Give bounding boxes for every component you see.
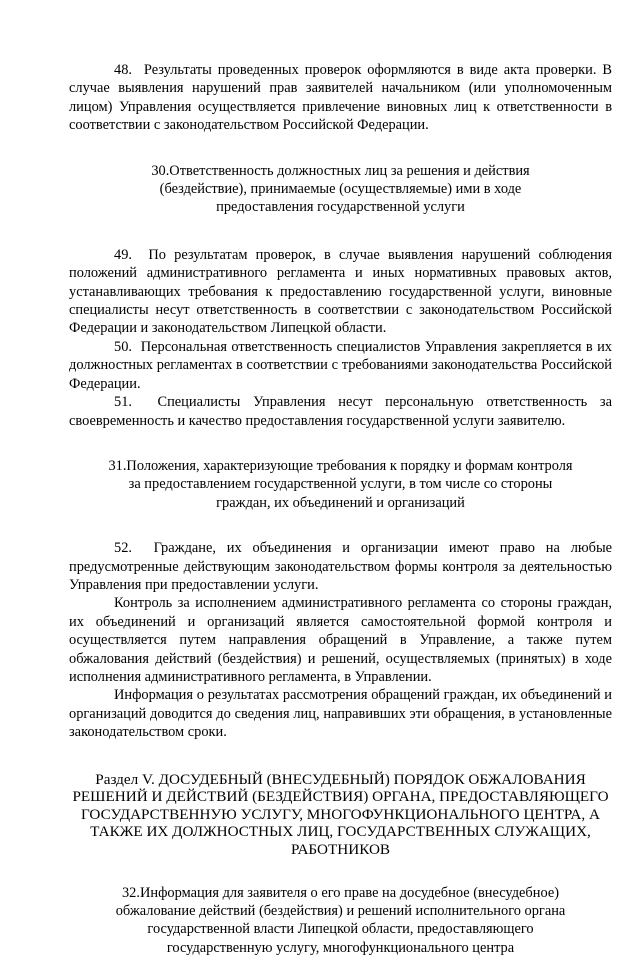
paragraph-citizen-control: Контроль за исполнением административного регламента со стороны граждан, их объединений и организаций является самостоятельной формой контроля и осуществляется путем направления обращений в Управление, а также путем обжалования действий (бездействия) и решений, осуществляемых (принятых) в ходе исполнения административного регламента, в Управлении.: [69, 595, 612, 685]
paragraph-52: 52. Граждане, их объединения и организации имеют право на любые предусмотренные действующим законодательством формы контроля за деятельностью Управления при предоставлении услуги.: [69, 540, 612, 593]
paragraph-info-results: Информация о результатах рассмотрения обращений граждан, их объединений и организаций доводится до сведения лиц, направивших эти обращения, в установленные законодательством сроки.: [69, 687, 612, 741]
paragraph-50: 50. Персональная ответственность специалистов Управления закрепляется в их должностных регламентах в соответствии с требованиями законодательства Российской Федерации.: [69, 338, 612, 392]
section-5-title: Раздел V. ДОСУДЕБНЫЙ (ВНЕСУДЕБНЫЙ) ПОРЯДОК ОБЖАЛОВАНИЯ РЕШЕНИЙ И ДЕЙСТВИЙ (БЕЗДЕЙСТВИЯ) ОРГАНА, ПРЕДОСТАВЛЯЮЩЕГО ГОСУДАРСТВЕННУЮ УСЛУГУ, МНОГОФУНКЦИОНАЛЬНОГО ЦЕНТРА, А ТАКЖЕ ИХ ДОЛЖНОСТНЫХ ЛИЦ, ГОСУДАРСТВЕННЫХ СЛУЖАЩИХ, РАБОТНИКОВ: [72, 770, 609, 858]
heading-32: 32.Информация для заявителя о его праве на досудебное (внесудебное) обжалование действий (бездействия) и решений исполнительного органа государственной власти Липецкой области, предоставляющего государственную услугу, многофункционального центра: [115, 884, 566, 956]
paragraph-49: 49. По результатам проверок, в случае выявления нарушений соблюдения положений административного регламента и иных нормативных правовых актов, устанавливающих требования к предоставлению государственной услуги, виновные специалисты несут ответственность в соответствии с законодательством Российской Федерации и законодательством Липецкой области.: [69, 246, 612, 337]
paragraph-48: 48. Результаты проведенных проверок оформляются в виде акта проверки. В случае выявления нарушений прав заявителей начальником (или уполномоченным лицом) Управления осуществляется привлечение виновных лиц к ответственности в соответствии с законодательством Российской Федерации.: [69, 62, 612, 134]
paragraph-51: 51. Специалисты Управления несут персональную ответственность за своевременность и качество предоставления государственной услуги заявителю.: [69, 394, 612, 429]
document-page: [69, 61, 612, 957]
heading-31: 31.Положения, характеризующие требования к порядку и формам контроля за предоставлением государственной услуги, в том числе со стороны граждан, их объединений и организаций: [108, 457, 573, 511]
heading-30: 30.Ответственность должностных лиц за решения и действия (бездействие), принимаемые (осуществляемые) ими в ходе предоставления государственной услуги: [151, 162, 530, 216]
